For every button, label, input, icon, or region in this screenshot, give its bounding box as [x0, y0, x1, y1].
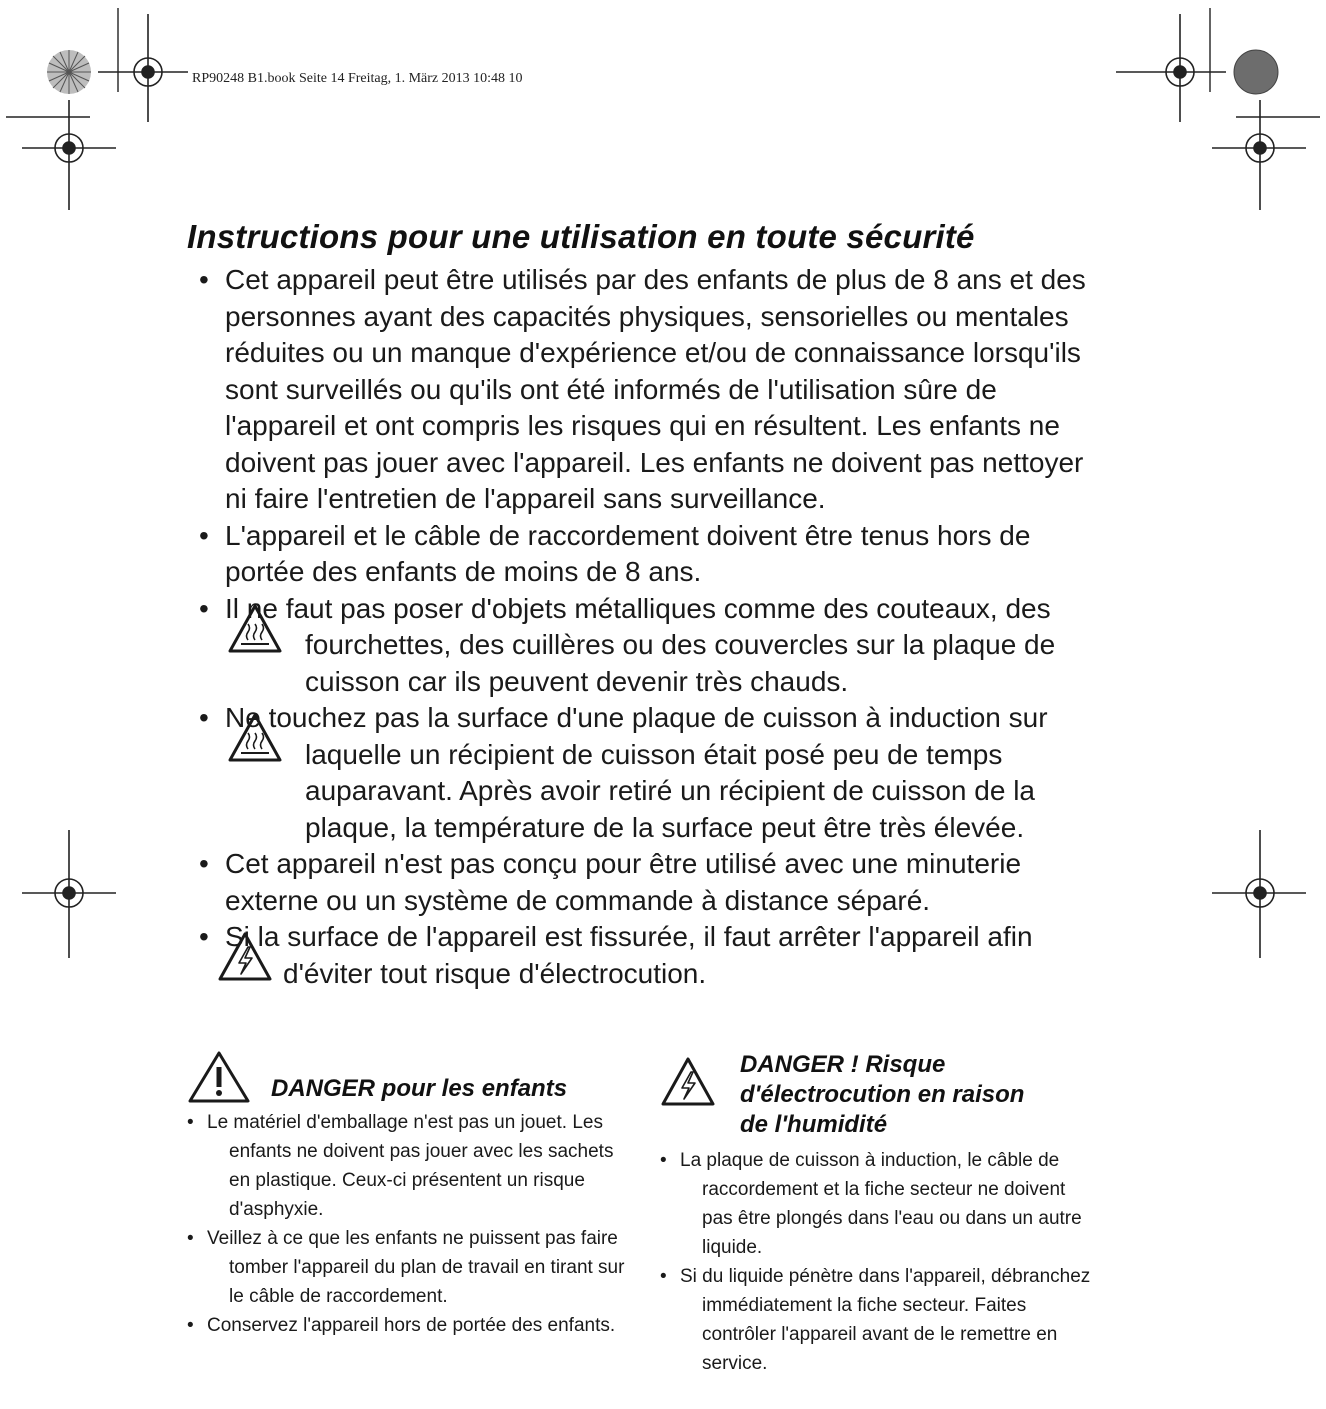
danger-children-list	[187, 1108, 627, 1340]
danger-humidity-item: • Si du liquide pénètre dans l'appareil, débranchez immédiatement la fiche secteur. Faites contrôler l'appareil avant de le remettre en service.	[660, 1266, 1091, 1374]
danger-humidity-list	[660, 1146, 1100, 1378]
print-slug-line: RP90248 B1.book Seite 14 Freitag, 1. März 2013 10:48 10	[192, 71, 523, 86]
danger-item-text: Si du liquide pénètre dans l'appareil, débranchez immédiatement la fiche secteur. Faites contrôler l'appareil avant de le remettre en service.	[680, 1266, 1091, 1374]
instruction-text: Ne touchez pas la surface d'une plaque de cuisson à induction sur laquelle un récipient de cuisson était posé peu de temps auparavant. Après avoir retiré un récipient de cuisson de la plaque, la température de la surface peut être très élevée.	[225, 702, 1048, 843]
instruction-text: Cet appareil peut être utilisés par des enfants de plus de 8 ans et des personnes ayant des capacités physiques, sensorielles ou mentales réduites ou un manque d'expérience et/ou de connaissance lorsqu'ils sont surveillés ou qu'ils ont été informés de l'utilisation sûre de l'appareil et ont compris les risques qui en résultent. Les enfants ne doivent pas jouer avec l'appareil. Les enfants ne doivent pas nettoyer ni faire l'entretien de l'appareil sans surveillance.	[225, 264, 1086, 514]
danger-item-text: Veillez à ce que les enfants ne puissent pas faire tomber l'appareil du plan de travail en tirant sur le câble de raccordement.	[207, 1228, 625, 1307]
registration-mark-icon	[22, 830, 116, 958]
instruction-item: • L'appareil et le câble de raccordement doivent être tenus hors de portée des enfants de moins de 8 ans.	[199, 519, 1031, 587]
electric-shock-warning-icon	[660, 1056, 716, 1108]
instruction-text: Cet appareil n'est pas conçu pour être utilisé avec une minuterie externe ou un système de commande à distance séparé.	[225, 848, 1022, 916]
instruction-text: Il ne faut pas poser d'objets métalliques comme des couteaux, des fourchettes, des cuillères ou des couvercles sur la plaque de cuisson car ils peuvent devenir très chauds.	[225, 592, 1056, 697]
page-title: Instructions pour une utilisation en toute sécurité	[187, 218, 975, 255]
instruction-text: Si la surface de l'appareil est fissurée, il faut arrêter l'appareil afin d'éviter tout risque d'électrocution.	[225, 921, 1033, 989]
hot-surface-warning-icon	[227, 603, 283, 655]
heading-line: DANGER ! Risque	[740, 1051, 946, 1078]
danger-humidity-item: • La plaque de cuisson à induction, le câble de raccordement et la fiche secteur ne doivent pas être plongés dans l'eau ou dans un autre liquide.	[660, 1150, 1082, 1258]
hot-surface-warning-icon	[227, 712, 283, 764]
instruction-item: • Si la surface de l'appareil est fissurée, il faut arrêter l'appareil afin d'éviter tout risque d'électrocution.	[199, 921, 1033, 989]
color-bar-disk-left	[47, 50, 91, 94]
danger-humidity-heading	[740, 1050, 1024, 1140]
heading-line: de l'humidité	[740, 1111, 888, 1138]
registration-mark-icon	[98, 14, 188, 122]
color-bar-disk-right	[1234, 50, 1278, 94]
instruction-item: • Ne touchez pas la surface d'une plaque de cuisson à induction sur laquelle un récipient de cuisson était posé peu de temps auparavant. Après avoir retiré un récipient de cuisson de la plaque, la température de la surface peut être très élevée.	[199, 702, 1048, 843]
danger-children-item: • Conservez l'appareil hors de portée des enfants.	[187, 1315, 616, 1336]
heading-line: d'électrocution en raison	[740, 1081, 1025, 1108]
instruction-item: • Cet appareil peut être utilisés par des enfants de plus de 8 ans et des personnes ayant des capacités physiques, sensorielles ou mentales réduites ou un manque d'expérience et/ou de connaissance lorsqu'ils sont surveillés ou qu'ils ont été informés de l'utilisation sûre de l'appareil et ont compris les risques qui en résultent. Les enfants ne doivent pas jouer avec l'appareil. Les enfants ne doivent pas nettoyer ni faire l'entretien de l'appareil sans surveillance.	[199, 264, 1086, 514]
general-warning-icon	[187, 1050, 251, 1104]
danger-item-text: Le matériel d'emballage n'est pas un jouet. Les enfants ne doivent pas jouer avec les sachets en plastique. Ceux-ci présentent un risque d'asphyxie.	[207, 1112, 614, 1220]
danger-item-text: La plaque de cuisson à induction, le câble de raccordement et la fiche secteur ne doivent pas être plongés dans l'eau ou dans un autre liquide.	[680, 1150, 1082, 1258]
instruction-text: L'appareil et le câble de raccordement doivent être tenus hors de portée des enfants de moins de 8 ans.	[225, 519, 1031, 587]
safety-instructions-list	[187, 262, 1107, 992]
danger-item-text: Conservez l'appareil hors de portée des enfants.	[207, 1315, 616, 1336]
instruction-item: • Cet appareil n'est pas conçu pour être utilisé avec une minuterie externe ou un système de commande à distance séparé.	[199, 848, 1022, 916]
instruction-item: • Il ne faut pas poser d'objets métalliques comme des couteaux, des fourchettes, des cuillères ou des couvercles sur la plaque de cuisson car ils peuvent devenir très chauds.	[199, 592, 1056, 697]
registration-mark-icon	[1212, 830, 1306, 958]
danger-children-heading: DANGER pour les enfants	[271, 1075, 568, 1102]
danger-children-item: • Le matériel d'emballage n'est pas un jouet. Les enfants ne doivent pas jouer avec les sachets en plastique. Ceux-ci présentent un risque d'asphyxie.	[187, 1112, 614, 1220]
danger-children-item: • Veillez à ce que les enfants ne puissent pas faire tomber l'appareil du plan de travail en tirant sur le câble de raccordement.	[187, 1228, 625, 1307]
electric-shock-warning-icon	[217, 931, 273, 983]
